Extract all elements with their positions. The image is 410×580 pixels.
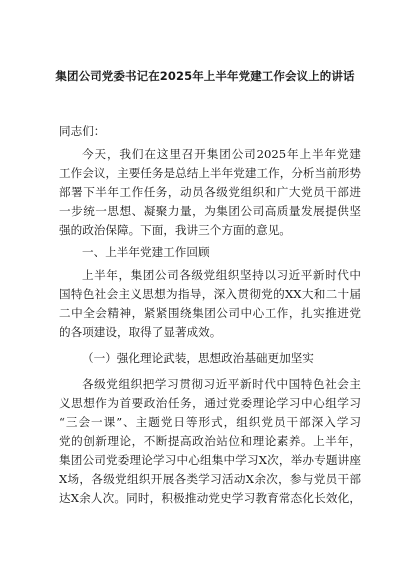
document-title: 集团公司党委书记在2025年上半年党建工作会议上的讲话 [55, 69, 355, 83]
paragraph-line: 的各项建设，取得了显著成效。 [59, 325, 222, 339]
paragraph-line: X场，各级党组织开展各类学习活动X余次，参与党员干部 [59, 472, 361, 486]
paragraph-line: 部署下半年工作任务，动员各级党组织和广大党员干部进 [59, 185, 361, 199]
paragraph-line: 一步统一思想、凝聚力量，为集团公司高质量发展提供坚 [59, 204, 361, 218]
subsection-heading: （一）强化理论武装，思想政治基础更加坚实 [82, 351, 314, 365]
paragraph-line: 国特色社会主义思想为指导，深入贯彻党的XX大和二十届 [59, 287, 361, 301]
paragraph-line: 今天，我们在这里召开集团公司2025年上半年党建 [82, 147, 361, 161]
paragraph-line: 达X余人次。同时，积极推动党史学习教育常态化长效化， [59, 491, 361, 505]
paragraph-line: 强的政治保障。下面，我讲三个方面的意见。 [59, 223, 291, 237]
paragraph-line: 工作会议，主要任务是总结上半年党建工作，分析当前形势 [59, 166, 361, 180]
paragraph-line: “三会一课”、主题党日等形式，组织党员干部深入学习 [59, 415, 361, 429]
paragraph-line: 义思想作为首要政治任务，通过党委理论学习中心组学习 [59, 396, 361, 410]
paragraph-line: 二中全会精神，紧紧围绕集团公司中心工作，扎实推进党 [59, 306, 361, 320]
section-heading: 一、上半年党建工作回顾 [82, 245, 210, 259]
paragraph-line: 党的创新理论，不断提高政治站位和理论素养。上半年， [59, 434, 361, 448]
paragraph-line: 各级党组织把学习贯彻习近平新时代中国特色社会主 [82, 377, 361, 391]
paragraph-line: 集团公司党委理论学习中心组集中学习X次，举办专题讲座 [59, 453, 361, 467]
salutation: 同志们： [59, 124, 106, 138]
paragraph-line: 上半年，集团公司各级党组织坚持以习近平新时代中 [82, 268, 361, 282]
